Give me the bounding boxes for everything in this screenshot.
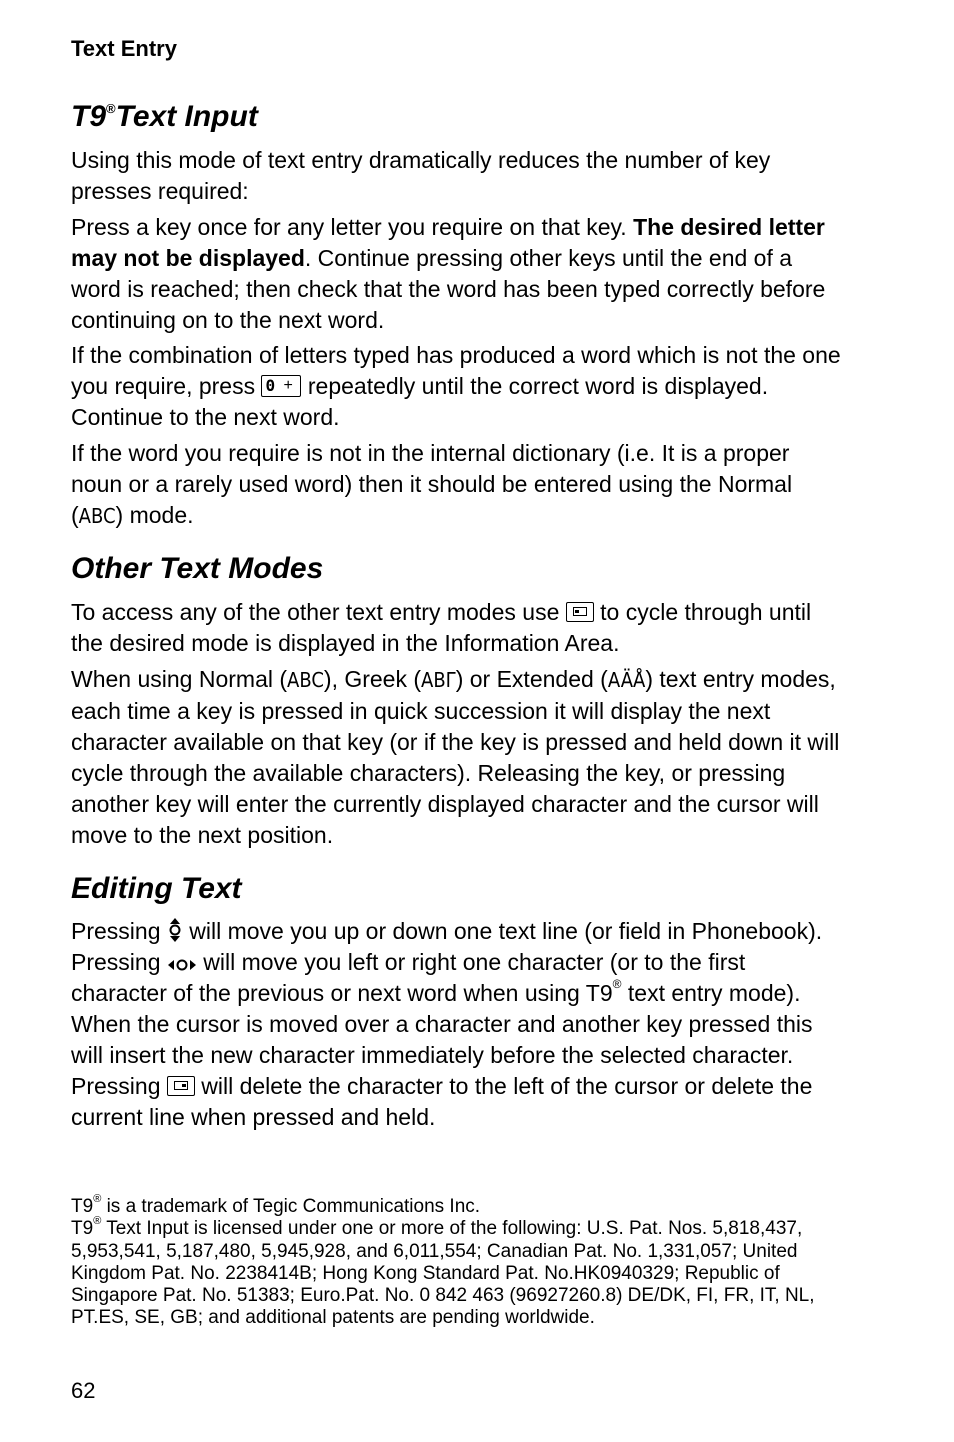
up-down-nav-icon [167, 917, 183, 943]
heading-t9-text-input: T9®Text Input [71, 100, 258, 133]
section-header: Text Entry [71, 36, 177, 61]
left-right-nav-icon [167, 956, 197, 974]
other-paragraph-2: When using Normal (ABC), Greek (ABΓ) or Extended (AÄÅ) text entry modes, each time a key is pressed in quick succession it will display the next character available on that key (or if the key is pressed and held down it will cycle through the available characters). Releasing the key, or pressing another key will enter the currently displayed character and the cursor will move to the next position. [71, 666, 840, 848]
t9-paragraph-1: Using this mode of text entry dramatically reduces the number of key presses required: [71, 147, 771, 204]
footnote: T9® is a trademark of Tegic Communications Inc. T9® Text Input is licensed under one or more of the following: U.S. Pat. Nos. 5,818,437, 5,953,541, 5,187,480, 5,945,928, and 6,011,554; Canadian Pat. No. 1,331,057; United Kingdom Pat. No. 2238414B; Hong Kong Standard Pat. No.HK0940329; Republic of Singapore Pat. No. 51383; Euro.Pat. No. 0 842 463 (96927260.8) DE/DK, FI, FR, IT, NL, PT.ES, SE, GB; and additional patents are pending worldwide. [71, 1192, 815, 1329]
right-soft-key-icon [167, 1076, 195, 1096]
t9-paragraph-4: If the word you require is not in the internal dictionary (i.e. It is a proper noun or a rarely used word) then it should be entered using the Normal (ABC) mode. [71, 440, 793, 528]
t9-paragraph-2: Press a key once for any letter you require on that key. The desired letter may not be displayed. Continue pressing other keys until the end of a word is reached; then check that the word has been typed correctly before continuing on to the next word. [71, 214, 826, 333]
other-paragraph-1: To access any of the other text entry modes use to cycle through until the desired mode is displayed in the Information Area. [71, 599, 812, 656]
editing-paragraph-1: Pressing will move you up or down one text line (or field in Phonebook). Pressing will move you left or right one character (or to the first character of the previous or next word when using T9® text entry mode). When the cursor is moved over a character and another key pressed this will insert the new character immediately before the selected character. Pressing will delete the character to the left of the cursor or delete the current line when pressed and held. [71, 918, 823, 1130]
t9-paragraph-3: If the combination of letters typed has produced a word which is not the one you require, press 0 + repeatedly until the correct word is displayed. Continue to the next word. [71, 342, 841, 430]
zero-plus-key-icon: 0 + [261, 375, 301, 397]
heading-editing-text: Editing Text [71, 872, 242, 905]
page-number: 62 [71, 1378, 96, 1403]
heading-other-text-modes: Other Text Modes [71, 552, 324, 585]
left-soft-key-icon [566, 602, 594, 622]
